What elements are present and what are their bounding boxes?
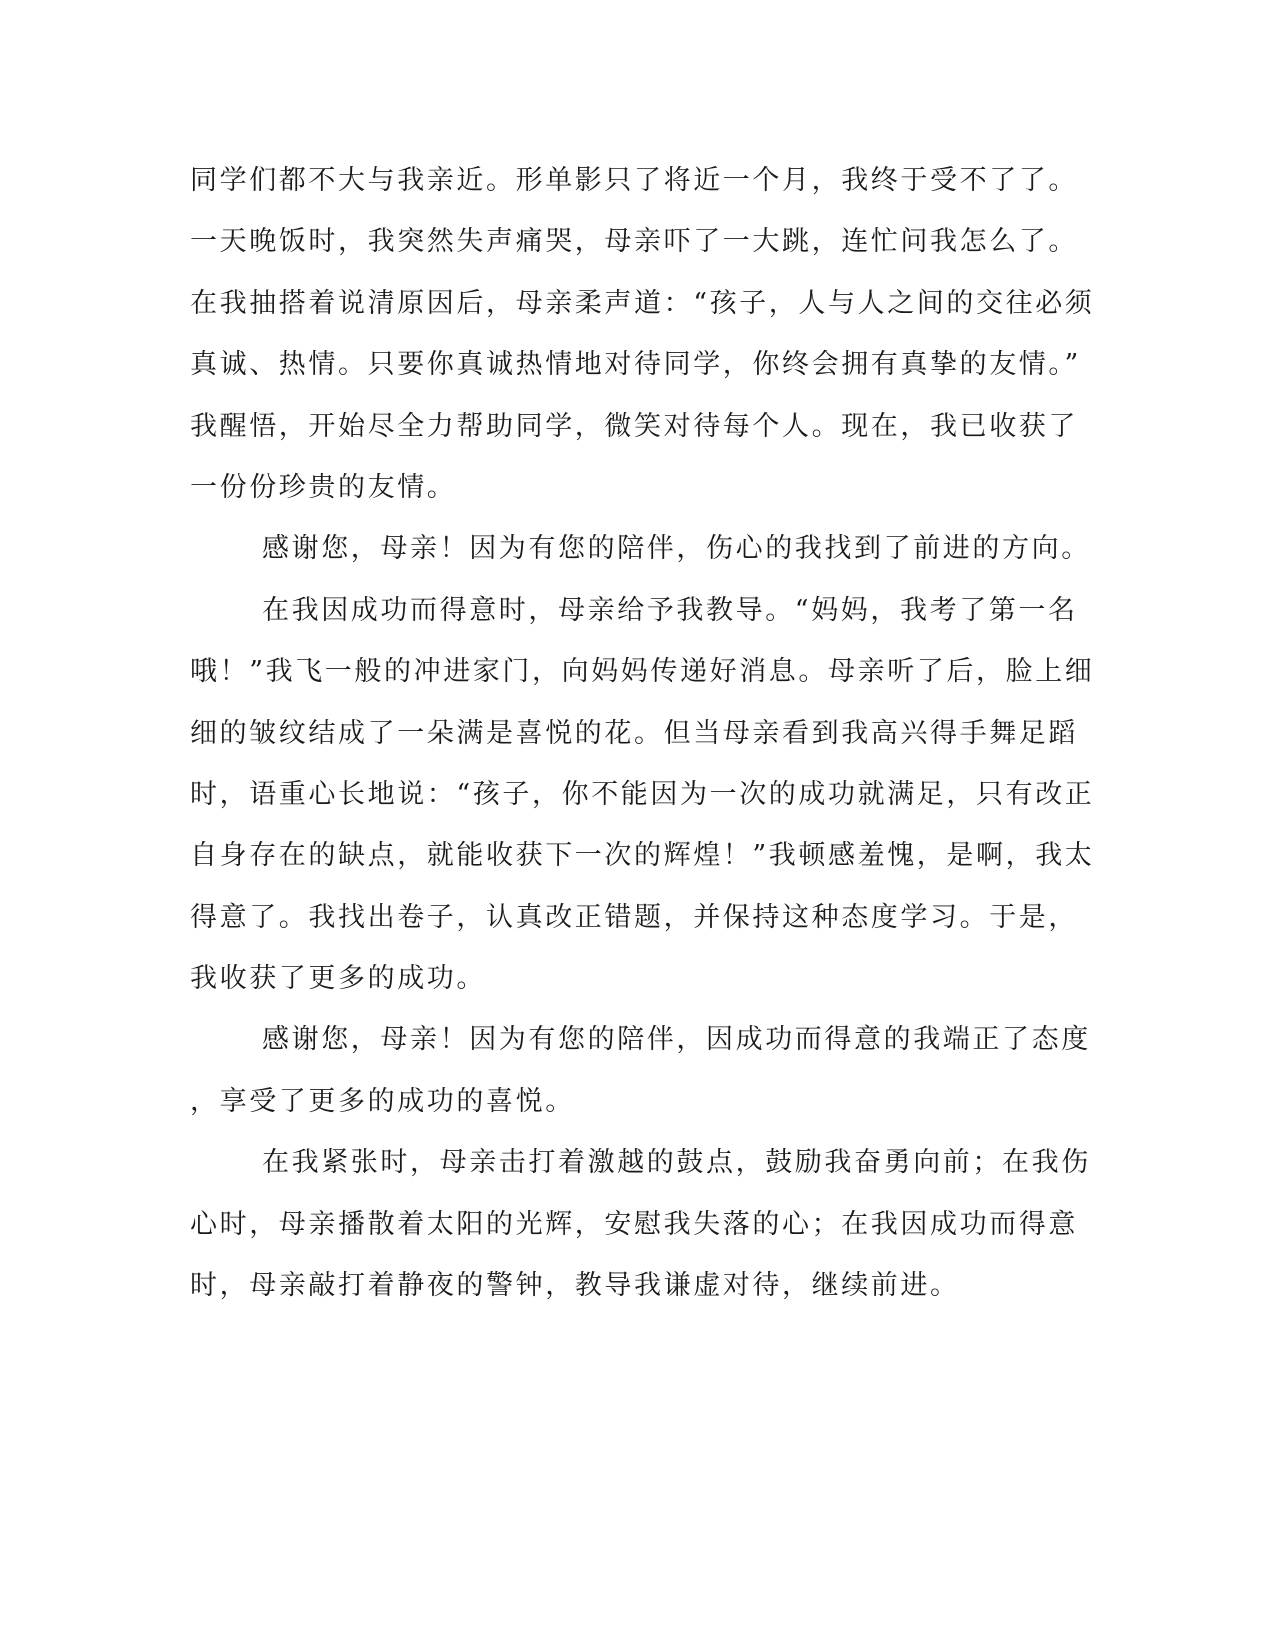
text-line: 在我紧张时，母亲击打着激越的鼓点，鼓励我奋勇向前；在我伤 xyxy=(262,1147,1091,1179)
text-line: 自身存在的缺点，就能收获下一次的辉煌！”我顿感羞愧，是啊，我太 xyxy=(190,840,1095,872)
text-line: 细的皱纹结成了一朵满是喜悦的花。但当母亲看到我高兴得手舞足蹈 xyxy=(190,717,1078,749)
text-line: 一天晚饭时，我突然失声痛哭，母亲吓了一大跳，连忙问我怎么了。 xyxy=(190,226,1078,258)
essay-body xyxy=(190,150,1095,1316)
text-line: 一份份珍贵的友情。 xyxy=(190,471,457,503)
text-line: 同学们都不大与我亲近。形单影只了将近一个月，我终于受不了了。 xyxy=(190,165,1078,196)
text-line: 时，语重心长地说：“孩子，你不能因为一次的成功就满足，只有改正 xyxy=(190,778,1095,810)
text-line: 真诚、热情。只要你真诚热情地对待同学，你终会拥有真挚的友情。” xyxy=(190,349,1081,381)
text-line: 我收获了更多的成功。 xyxy=(190,963,486,995)
text-line: 心时，母亲播散着太阳的光辉，安慰我失落的心；在我因成功而得意 xyxy=(190,1208,1078,1240)
text-line: 我醒悟，开始尽全力帮助同学，微笑对待每个人。现在，我已收获了 xyxy=(190,410,1078,442)
text-line: 哦！”我飞一般的冲进家门，向妈妈传递好消息。母亲听了后，脸上细 xyxy=(190,656,1095,688)
text-line: 在我抽搭着说清原因后，母亲柔声道：“孩子，人与人之间的交往必须 xyxy=(190,287,1095,319)
text-line: ，享受了更多的成功的喜悦。 xyxy=(190,1085,575,1117)
text-line: 时，母亲敲打着静夜的警钟，教导我谦虚对待，继续前进。 xyxy=(190,1270,960,1302)
text-line: 得意了。我找出卷子，认真改正错题，并保持这种态度学习。于是， xyxy=(190,901,1078,933)
text-line: 在我因成功而得意时，母亲给予我教导。“妈妈，我考了第一名 xyxy=(262,594,1078,626)
text-line: 感谢您，母亲！因为有您的陪伴，伤心的我找到了前进的方向。 xyxy=(262,533,1091,565)
text-line: 感谢您，母亲！因为有您的陪伴，因成功而得意的我端正了态度 xyxy=(262,1024,1091,1056)
